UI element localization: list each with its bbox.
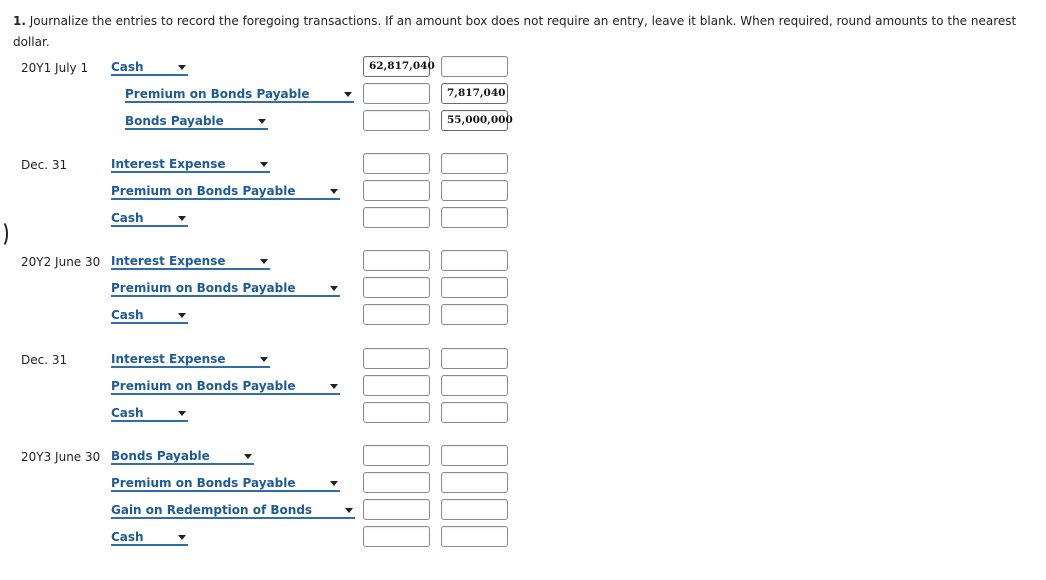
account-select-value: Interest Expense <box>111 157 226 171</box>
credit-input[interactable] <box>441 180 508 201</box>
account-select-value: Premium on Bonds Payable <box>111 379 296 393</box>
debit-input[interactable] <box>363 180 430 201</box>
account-select[interactable] <box>111 281 340 297</box>
account-select[interactable] <box>111 157 270 173</box>
debit-input[interactable] <box>363 110 430 131</box>
account-select-value: Cash <box>111 60 144 74</box>
credit-input[interactable] <box>441 56 508 77</box>
account-select[interactable] <box>111 449 254 465</box>
credit-input[interactable]: 7,817,040 <box>441 83 508 104</box>
page-edge-bracket-icon <box>0 220 8 248</box>
chevron-down-icon <box>260 357 268 362</box>
credit-input[interactable] <box>441 526 508 547</box>
chevron-down-icon <box>345 508 353 513</box>
credit-input[interactable] <box>441 375 508 396</box>
account-select-value: Cash <box>111 211 144 225</box>
chevron-down-icon <box>330 481 338 486</box>
chevron-down-icon <box>330 286 338 291</box>
debit-input[interactable] <box>363 402 430 423</box>
account-select-value: Interest Expense <box>111 352 226 366</box>
credit-input[interactable] <box>441 402 508 423</box>
debit-input[interactable] <box>363 445 430 466</box>
entry-date: 20Y2 June 30 <box>21 255 101 269</box>
chevron-down-icon <box>330 384 338 389</box>
account-select[interactable] <box>111 352 270 368</box>
debit-input[interactable] <box>363 499 430 520</box>
credit-input[interactable] <box>441 153 508 174</box>
account-select-value: Gain on Redemption of Bonds <box>111 503 313 517</box>
account-select-value: Cash <box>111 406 144 420</box>
credit-input[interactable] <box>441 207 508 228</box>
entry-date: Dec. 31 <box>21 158 68 172</box>
account-select[interactable] <box>111 211 188 227</box>
chevron-down-icon <box>178 313 186 318</box>
account-select[interactable] <box>111 254 270 270</box>
account-select[interactable] <box>125 114 268 130</box>
account-select[interactable] <box>111 476 340 492</box>
account-select-value: Bonds Payable <box>111 449 210 463</box>
account-select[interactable] <box>111 406 188 422</box>
chevron-down-icon <box>260 162 268 167</box>
chevron-down-icon <box>244 454 252 459</box>
account-select-value: Interest Expense <box>111 254 226 268</box>
credit-input[interactable] <box>441 445 508 466</box>
account-select[interactable] <box>111 503 355 519</box>
debit-input[interactable] <box>363 153 430 174</box>
credit-input[interactable] <box>441 250 508 271</box>
debit-input[interactable] <box>363 250 430 271</box>
debit-input[interactable] <box>363 207 430 228</box>
credit-input[interactable] <box>441 348 508 369</box>
account-select-value: Premium on Bonds Payable <box>111 476 296 490</box>
entry-date: Dec. 31 <box>21 353 68 367</box>
chevron-down-icon <box>178 535 186 540</box>
account-select-value: Bonds Payable <box>125 114 224 128</box>
entry-date: 20Y1 July 1 <box>21 61 89 75</box>
account-select-value: Premium on Bonds Payable <box>111 184 296 198</box>
account-select-value: Cash <box>111 530 144 544</box>
chevron-down-icon <box>178 216 186 221</box>
credit-input[interactable] <box>441 472 508 493</box>
account-select[interactable] <box>125 87 354 103</box>
entry-date: 20Y3 June 30 <box>21 450 101 464</box>
credit-input[interactable] <box>441 304 508 325</box>
debit-input[interactable] <box>363 277 430 298</box>
account-select[interactable] <box>111 530 188 546</box>
instructions <box>13 11 1038 53</box>
account-select-value: Premium on Bonds Payable <box>125 87 310 101</box>
account-select-value: Premium on Bonds Payable <box>111 281 296 295</box>
question-number: 1. <box>13 14 26 28</box>
debit-input[interactable] <box>363 348 430 369</box>
credit-input[interactable] <box>441 277 508 298</box>
debit-input[interactable] <box>363 472 430 493</box>
account-select[interactable] <box>111 184 340 200</box>
chevron-down-icon <box>260 259 268 264</box>
debit-input[interactable] <box>363 83 430 104</box>
account-select[interactable] <box>111 308 188 324</box>
chevron-down-icon <box>344 92 352 97</box>
chevron-down-icon <box>178 65 186 70</box>
debit-input[interactable] <box>363 375 430 396</box>
debit-input[interactable] <box>363 304 430 325</box>
debit-input[interactable]: 62,817,040 <box>363 56 430 77</box>
instruction-text: Journalize the entries to record the foregoing transactions. If an amount box does not require an entry, leave it blank. When required, round amounts to the nearest dollar. <box>13 14 1017 49</box>
account-select[interactable] <box>111 379 340 395</box>
credit-input[interactable]: 55,000,000 <box>441 110 508 131</box>
debit-input[interactable] <box>363 526 430 547</box>
chevron-down-icon <box>330 189 338 194</box>
credit-input[interactable] <box>441 499 508 520</box>
account-select-value: Cash <box>111 308 144 322</box>
account-select[interactable] <box>111 60 188 76</box>
chevron-down-icon <box>178 411 186 416</box>
chevron-down-icon <box>258 119 266 124</box>
